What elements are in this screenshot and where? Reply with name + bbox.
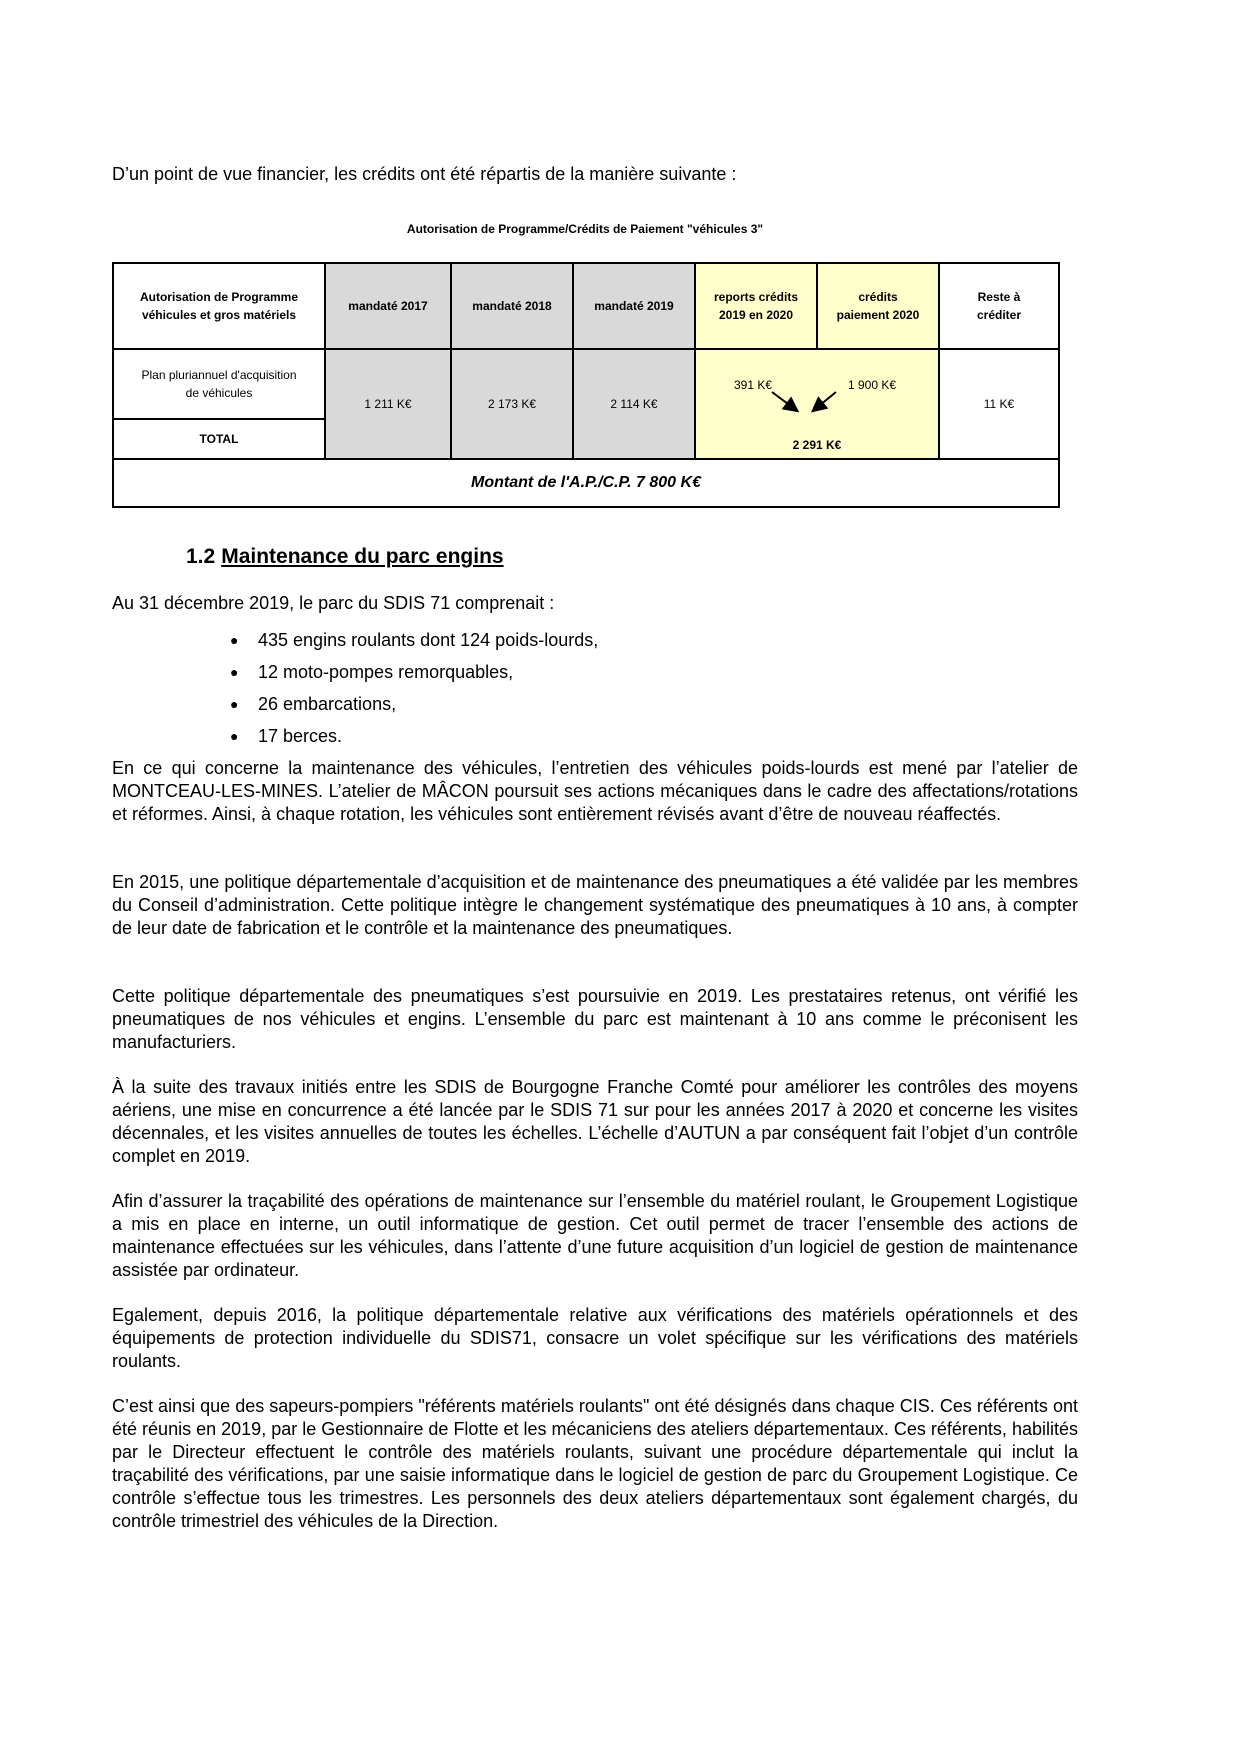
value-reste: 11 K€ [939,349,1059,459]
header-reports-line1: reports crédits [713,290,799,304]
paragraph: Cette politique départementale des pneumatiques s’est poursuivie en 2019. Les prestataires retenus, ont vérifié les pneumatiques de nos véhicules et engins. L’ensemble du parc est maintenant à 10 ans comme le préconisent les manufacturiers. [112,986,1078,1052]
header-mandate-2019: mandaté 2019 [573,263,695,349]
list-item-text: 12 moto-pompes remorquables, [258,662,514,682]
paragraph: En 2015, une politique départementale d’acquisition et de maintenance des pneumatiques a été validée par les membres du Conseil d’administration. Cette politique intègre le changement systématique des pneumatiques à 10 ans, à compter de leur date de fabrication et le contrôle et la maintenance des pneumatiques. [112,872,1078,938]
header-mandate-2018: mandaté 2018 [451,263,573,349]
table-row-amount [113,459,1059,507]
list-item-text: 435 engins roulants dont 124 poids-lourds, [258,630,599,650]
ap-cp-amount: Montant de l'A.P./C.P. 7 800 K€ [113,459,1059,507]
header-reste [939,263,1059,349]
row-plan-label [113,349,325,419]
value-sum: 2 291 K€ [792,438,842,452]
list-item [230,624,598,656]
header-mandate-2017: mandaté 2017 [325,263,451,349]
header-credits-line2: paiement 2020 [836,308,920,322]
section-heading [186,545,504,569]
list-item-text: 26 embarcations, [258,694,397,714]
bullet-icon: ● [230,728,239,744]
header-credits [817,263,939,349]
value-mandate-2017: 1 211 K€ [325,349,451,459]
section-title-text: Maintenance du parc engins [221,545,504,568]
header-ap-label-line1: Autorisation de Programme [139,290,299,304]
row-total-label: TOTAL [113,419,325,459]
paragraph: C’est ainsi que des sapeurs-pompiers "référents matériels roulants" ont été désignés dans chaque CIS. Ces référents ont été réunis en 2019, par le Gestionnaire de Flotte et les mécaniciens des ateliers départementaux. Ces référents, habilités par le Directeur effectuent le contrôle des matériels roulants, suivant une procédure départementale qui inclut la traçabilité des vérifications, par une saisie informatique dans le logiciel de gestion de parc du Groupement Logistique. Ce contrôle s’effectue tous les trimestres. Les personnels des deux ateliers départementaux sont également chargés, du contrôle trimestriel des véhicules de la Direction. [112,1396,1078,1531]
list-item [230,688,598,720]
section-number: 1.2 [186,545,216,568]
bullet-icon: ● [230,664,239,680]
value-reports: 391 K€ [734,378,773,392]
table-header-row [113,263,1059,349]
list-item [230,720,598,752]
fleet-list [230,624,598,752]
bullet-icon: ● [230,696,239,712]
ap-cp-table [112,262,1060,508]
header-reste-line1: Reste à [977,290,1021,304]
paragraph: Egalement, depuis 2016, la politique départementale relative aux vérifications des matériels opérationnels et des équipements de protection individuelle du SDIS71, consacre un volet spécifique sur les vérifications des matériels roulants. [112,1305,1078,1371]
value-mandate-2018: 2 173 K€ [451,349,573,459]
row-plan-label-line2: de véhicules [185,386,253,400]
value-mandate-2019: 2 114 K€ [573,349,695,459]
header-reports [695,263,817,349]
paragraph: En ce qui concerne la maintenance des véhicules, l’entretien des véhicules poids-lourds est mené par l’atelier de MONTCEAU-LES-MINES. L’atelier de MÂCON poursuit ses actions mécaniques dans le cadre des affectations/rotations et réformes. Ainsi, à chaque rotation, les véhicules sont entièrement révisés avant d’être de nouveau réaffectés. [112,758,1078,824]
table-row-plan [113,349,1059,419]
header-reports-line2: 2019 en 2020 [718,308,794,322]
reports-credits-cell [695,349,939,459]
list-item-text: 17 berces. [258,726,343,746]
list-item [230,656,598,688]
intro-text: D’un point de vue financier, les crédits ont été répartis de la manière suivante : [112,164,737,184]
table-title: Autorisation de Programme/Crédits de Paiement "véhicules 3" [406,222,764,236]
header-ap-label-line2: véhicules et gros matériels [141,308,297,322]
lead-paragraph: Au 31 décembre 2019, le parc du SDIS 71 comprenait : [112,593,555,613]
header-credits-line1: crédits [858,290,898,304]
bullet-icon: ● [230,632,239,648]
value-credits: 1 900 K€ [848,378,897,392]
paragraph: Afin d’assurer la traçabilité des opérations de maintenance sur l’ensemble du matériel roulant, le Groupement Logistique a mis en place en interne, un outil informatique de gestion. Cet outil permet de tracer l’ensemble des actions de maintenance effectuées sur les véhicules, dans l’attente d’une future acquisition d’un logiciel de gestion de maintenance assistée par ordinateur. [112,1191,1078,1280]
row-plan-label-line1: Plan pluriannuel d'acquisition [141,368,297,382]
header-reste-line2: créditer [976,308,1022,322]
header-ap-label [113,263,325,349]
paragraph: À la suite des travaux initiés entre les SDIS de Bourgogne Franche Comté pour améliorer les contrôles des moyens aériens, une mise en concurrence a été lancée par le SDIS 71 sur pour les années 2017 à 2020 et concerne les visites décennales, et les visites annuelles de toutes les échelles. L’échelle d’AUTUN a par conséquent fait l’objet d’un contrôle complet en 2019. [112,1077,1078,1166]
